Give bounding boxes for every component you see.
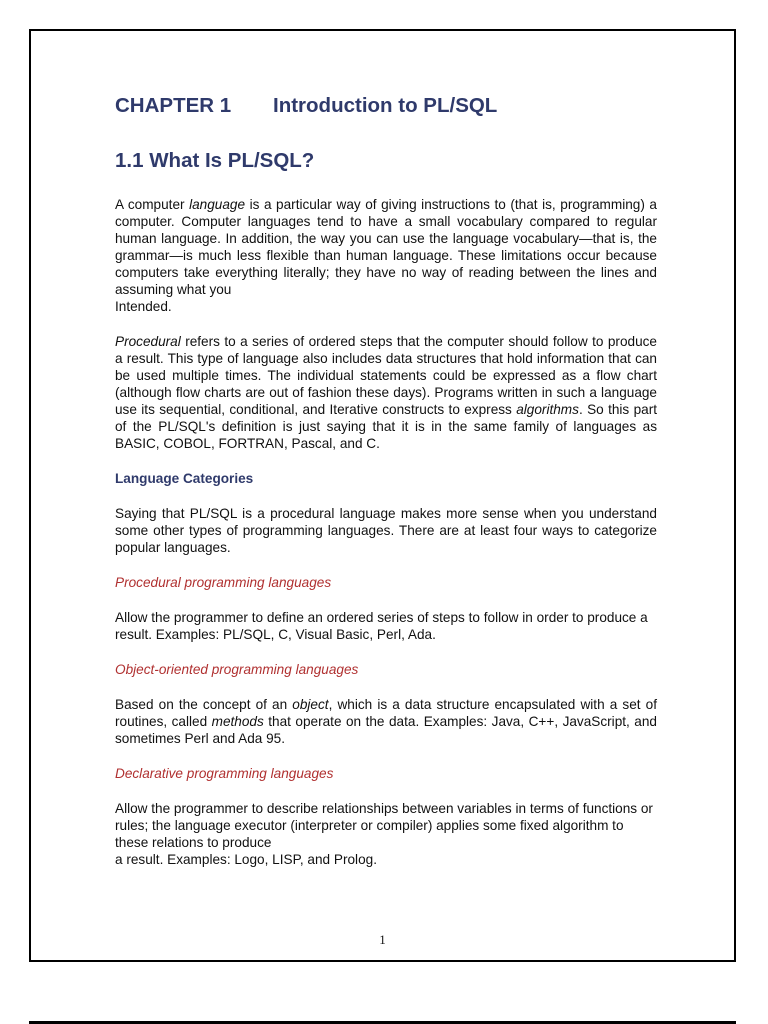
document-page xyxy=(29,29,736,962)
language-categories-heading: Language Categories xyxy=(115,471,254,486)
paragraph-language-definition xyxy=(115,196,657,315)
oo-text-end: that operate on the data. Examples: Java, C++, JavaScript, and sometimes Perl and Ada 95. xyxy=(115,714,657,746)
para1-text-start: A computer xyxy=(115,197,190,212)
oo-text-start: Based on the concept of an xyxy=(115,697,293,712)
term-language: language xyxy=(189,197,246,212)
para1-text-body: is a particular way of giving instructions to (that is, programming) a computer. Computer languages tend to have a small vocabulary compared to regular human language. In addition, the way you can use the language vocabulary—that is, the grammar—is much less flexible than human language. These limitations occur because computers take everything literally; they have no way of reading between the lines and assuming what you xyxy=(115,197,657,297)
oo-text-middle: , which is a data structure encapsulated with a set of routines, called xyxy=(115,697,658,729)
term-object: object xyxy=(292,697,329,712)
paragraph-declarative-languages xyxy=(115,800,657,868)
term-methods: methods xyxy=(211,714,264,729)
term-procedural: Procedural xyxy=(115,334,181,349)
paragraph-procedural-definition xyxy=(115,333,657,452)
para2-text-end: . So this part of the PL/SQL's definition is just saying that it is in the same family of languages as BASIC, COBOL, FORTRAN, Pascal, and C. xyxy=(115,402,658,451)
declarative-text-end: a result. Examples: Logo, LISP, and Prolog. xyxy=(115,852,377,867)
chapter-heading xyxy=(115,91,657,121)
para2-text-body: refers to a series of ordered steps that the computer should follow to produce a result. This type of language also includes data structures that hold information that can be used multiple times. The individual statements could be expressed as a flow chart (although flow charts are out of fashion these days). Programs written in such a language use its sequential, conditional, and Iterative constructs to express xyxy=(115,334,657,417)
procedural-languages-heading: Procedural programming languages xyxy=(115,575,332,590)
paragraph-object-oriented-languages xyxy=(115,696,657,747)
chapter-number: CHAPTER 1 xyxy=(115,94,232,117)
paragraph-procedural-languages: Allow the programmer to define an ordered series of steps to follow in order to produce a result. Examples: PL/SQL, C, Visual Basic, Perl, Ada. xyxy=(115,610,648,642)
paragraph-language-categories: Saying that PL/SQL is a procedural language makes more sense when you understand some other types of programming languages. There are at least four ways to categorize popular languages. xyxy=(115,506,657,555)
object-oriented-languages-heading: Object-oriented programming languages xyxy=(115,662,359,677)
declarative-text-start: Allow the programmer to describe relationships between variables in terms of functions or rules; the language executor (interpreter or compiler) applies some fixed algorithm to these relations to produce xyxy=(115,801,653,850)
section-heading: 1.1 What Is PL/SQL? xyxy=(115,149,315,172)
page-number: 1 xyxy=(379,932,386,947)
chapter-title: Introduction to PL/SQL xyxy=(273,94,498,117)
declarative-languages-heading: Declarative programming languages xyxy=(115,766,334,781)
term-algorithms: algorithms xyxy=(516,402,579,417)
para1-text-end: Intended. xyxy=(115,299,172,314)
page-content xyxy=(115,91,657,886)
